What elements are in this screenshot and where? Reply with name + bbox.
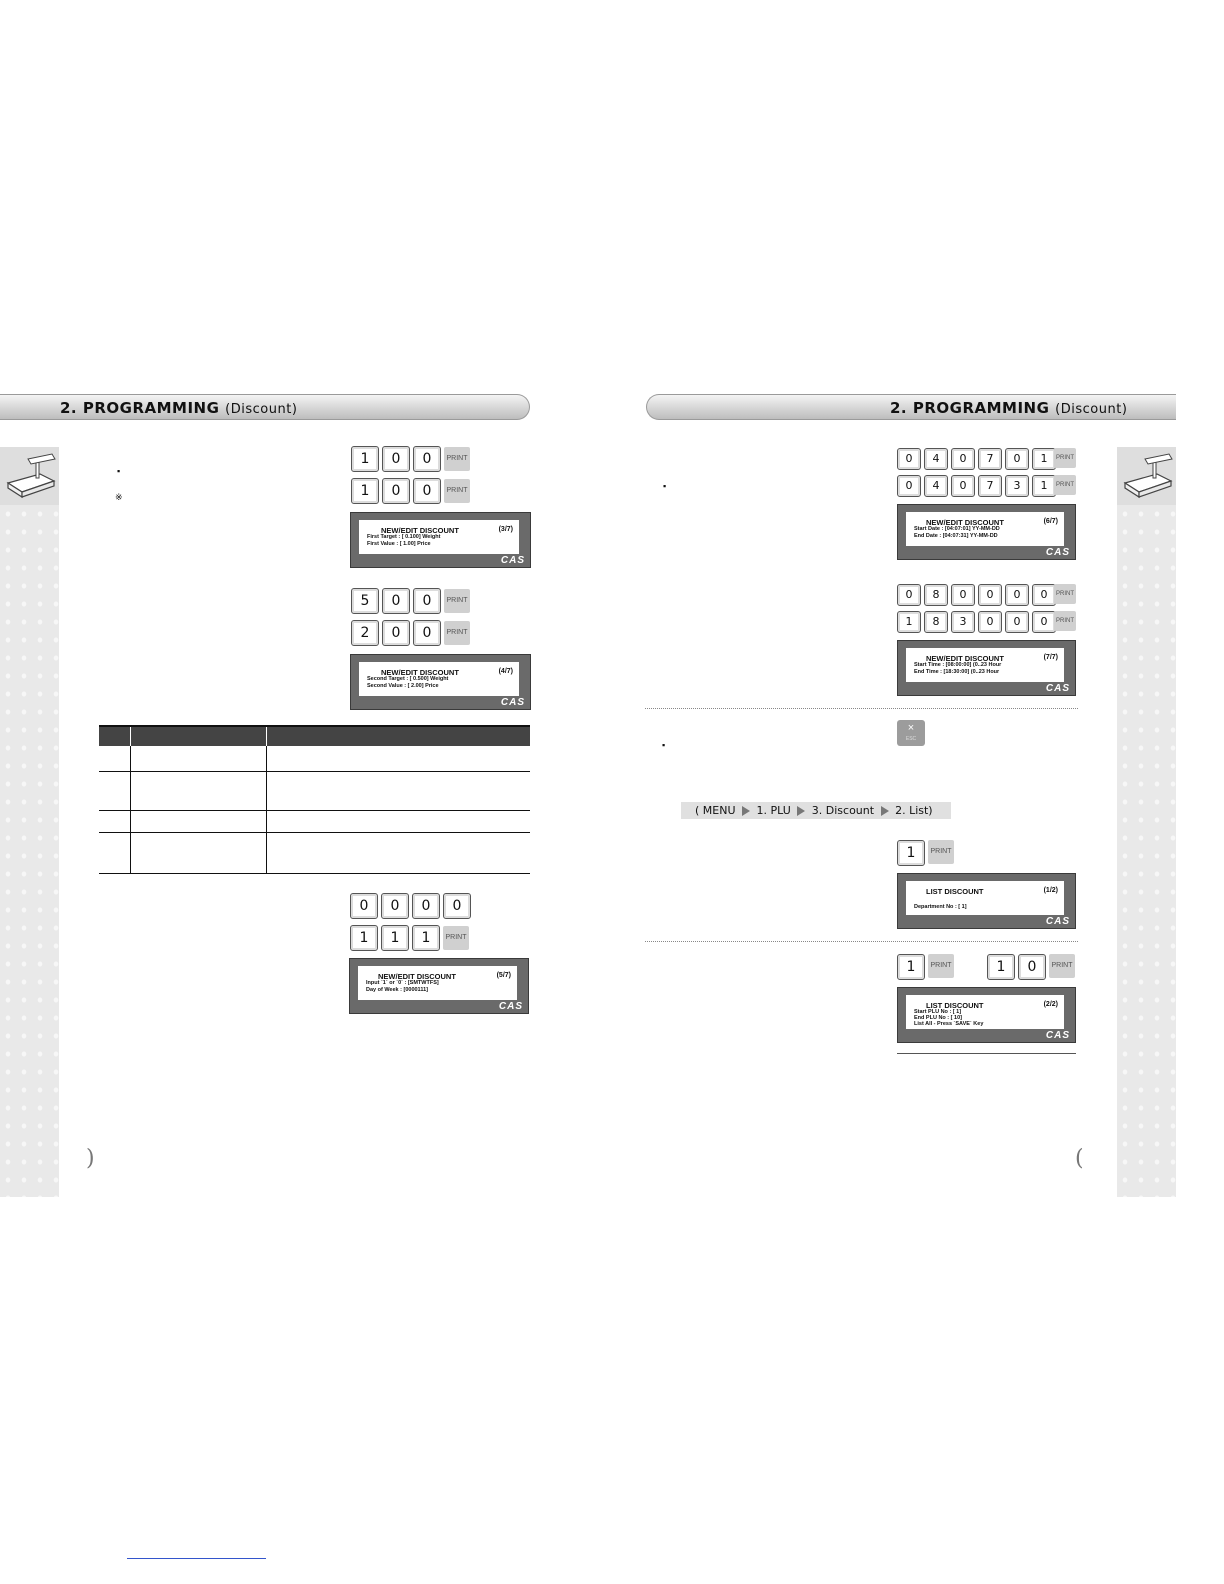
key-7[interactable]: 7: [978, 475, 1002, 497]
lcd-line: Start PLU No : [ 1]: [914, 1009, 962, 1015]
left-bullet-2: ※: [115, 492, 123, 502]
left-bullet-1: ▪: [117, 466, 121, 476]
left-decorative-strip: [0, 505, 59, 1197]
lcd-display-4-7: [350, 654, 531, 710]
print-key[interactable]: PRINT: [444, 447, 470, 471]
key-0[interactable]: 0: [978, 584, 1002, 606]
table-bottom-rule: [99, 873, 530, 874]
lcd-title: NEW/EDIT DISCOUNT: [381, 526, 459, 535]
right-bullet-2: ▪: [662, 740, 666, 750]
key-0[interactable]: 0: [951, 448, 975, 470]
right-scale-tile: [1117, 447, 1176, 505]
left-header-subtitle: (Discount): [225, 402, 298, 417]
lcd-screen: [359, 662, 519, 696]
menu-path-step: 2. List): [895, 804, 933, 817]
key-1[interactable]: 1: [987, 954, 1015, 980]
lcd-page: (6/7): [1043, 518, 1058, 525]
left-scale-tile: [0, 447, 59, 505]
key-0[interactable]: 0: [413, 588, 441, 614]
key-0[interactable]: 0: [1005, 448, 1029, 470]
lcd-display-5-7: [349, 958, 529, 1014]
key-0[interactable]: 0: [382, 446, 410, 472]
lcd-line: End PLU No : [ 10]: [914, 1015, 962, 1021]
key-1[interactable]: 1: [350, 925, 378, 951]
cas-logo: CAS: [1045, 547, 1070, 558]
lcd-page: (7/7): [1043, 654, 1058, 661]
key-0[interactable]: 0: [951, 475, 975, 497]
esc-key-label: ESC: [905, 736, 917, 742]
key-3[interactable]: 3: [1005, 475, 1029, 497]
lcd-line: Start Time : [08:00:00] (0..23 Hour: [914, 662, 1002, 668]
lcd-line: Department No : [ 1]: [914, 904, 967, 910]
print-key[interactable]: PRINT: [1054, 611, 1076, 631]
key-1[interactable]: 1: [351, 446, 379, 472]
lcd-line: Second Target : [ 0.500] Weight: [367, 676, 449, 682]
table-divider: [266, 727, 267, 746]
key-0[interactable]: 0: [1018, 954, 1046, 980]
section-divider: [645, 708, 1078, 709]
right-header-subtitle: (Discount): [1055, 402, 1128, 417]
key-0[interactable]: 0: [350, 893, 378, 919]
key-1[interactable]: 1: [381, 925, 409, 951]
lcd-title: LIST DISCOUNT: [926, 1001, 984, 1010]
lcd-display-3-7: [350, 512, 531, 568]
lcd-page: (5/7): [496, 972, 511, 979]
lcd-title: NEW/EDIT DISCOUNT: [926, 654, 1004, 663]
right-header-title-text: 2. PROGRAMMING: [890, 399, 1050, 417]
lcd-screen: [359, 520, 519, 554]
lcd-screen: [358, 966, 517, 1000]
key-1[interactable]: 1: [351, 478, 379, 504]
key-1[interactable]: 1: [1032, 475, 1056, 497]
key-7[interactable]: 7: [978, 448, 1002, 470]
key-0[interactable]: 0: [413, 446, 441, 472]
key-0[interactable]: 0: [978, 611, 1002, 633]
lcd-title: LIST DISCOUNT: [926, 887, 984, 896]
section-divider: [645, 941, 1078, 942]
scale-icon: [1117, 447, 1176, 505]
lcd-display-list-2-2: [897, 987, 1076, 1043]
key-0[interactable]: 0: [1005, 584, 1029, 606]
table-row-rule: [99, 832, 530, 833]
menu-path-step: 1. PLU: [756, 804, 791, 817]
key-8[interactable]: 8: [924, 584, 948, 606]
footnote-rule: [127, 1558, 266, 1559]
arrow-right-icon: [797, 806, 805, 816]
print-key[interactable]: PRINT: [1054, 475, 1076, 495]
cas-logo: CAS: [1045, 1030, 1070, 1041]
cas-logo: CAS: [500, 555, 525, 566]
lcd-page: (4/7): [498, 668, 513, 675]
key-5[interactable]: 5: [351, 588, 379, 614]
table-row-rule: [99, 771, 530, 772]
lcd-title: NEW/EDIT DISCOUNT: [378, 972, 456, 981]
cas-logo: CAS: [1045, 683, 1070, 694]
left-header-title-text: 2. PROGRAMMING: [60, 399, 220, 417]
cas-logo: CAS: [498, 1001, 523, 1012]
esc-key[interactable]: [897, 720, 925, 746]
print-key[interactable]: PRINT: [444, 479, 470, 503]
key-0[interactable]: 0: [412, 893, 440, 919]
key-0[interactable]: 0: [897, 584, 921, 606]
table-row-rule: [99, 810, 530, 811]
scale-icon: [0, 447, 59, 505]
lcd-line: Input `1` or `0` : [SMTWTFS]: [366, 980, 439, 986]
arrow-right-icon: [881, 806, 889, 816]
key-1[interactable]: 1: [412, 925, 440, 951]
cas-logo: CAS: [1045, 916, 1070, 927]
key-4[interactable]: 4: [924, 448, 948, 470]
lcd-line: Second Value : [ 2.00] Price: [367, 683, 439, 689]
lcd-title: NEW/EDIT DISCOUNT: [381, 668, 459, 677]
print-key[interactable]: PRINT: [928, 954, 954, 978]
key-0[interactable]: 0: [1005, 611, 1029, 633]
lcd-display-list-1-2: [897, 873, 1076, 929]
print-key[interactable]: PRINT: [928, 840, 954, 864]
lcd-line: End Time : [18:30:00] (0..23 Hour: [914, 669, 1000, 675]
close-icon: ×: [907, 722, 915, 734]
lcd-page: (3/7): [498, 526, 513, 533]
lcd-screen: [906, 881, 1064, 915]
lcd-screen: [906, 512, 1064, 546]
key-2[interactable]: 2: [351, 620, 379, 646]
lcd-page: (2/2): [1043, 1001, 1058, 1008]
key-0[interactable]: 0: [443, 893, 471, 919]
print-key[interactable]: PRINT: [444, 589, 470, 613]
left-header-banner: [0, 394, 530, 420]
key-8[interactable]: 8: [924, 611, 948, 633]
right-header-title: [890, 399, 1127, 417]
lcd-title: NEW/EDIT DISCOUNT: [926, 518, 1004, 527]
print-key[interactable]: PRINT: [1054, 584, 1076, 604]
lcd-line: First Target : [ 0.100] Weight: [367, 534, 441, 540]
right-bullet-1: ▪: [663, 481, 667, 491]
lcd-page: (1/2): [1043, 887, 1058, 894]
key-3[interactable]: 3: [951, 611, 975, 633]
section-end-rule: [897, 1053, 1076, 1054]
lcd-line: First Value : [ 1.00] Price: [367, 541, 431, 547]
key-0[interactable]: 0: [382, 588, 410, 614]
lcd-screen: [906, 648, 1064, 682]
lcd-line: List All - Press `SAVE` Key: [914, 1021, 984, 1027]
right-page-number-mark: (: [1075, 1146, 1084, 1171]
menu-path-open: ( MENU: [695, 804, 736, 817]
left-page-number-mark: ): [86, 1146, 95, 1171]
key-0[interactable]: 0: [1032, 611, 1056, 633]
key-1[interactable]: 1: [897, 954, 925, 980]
print-key[interactable]: PRINT: [443, 926, 469, 950]
menu-path: [681, 802, 951, 819]
right-header-banner: [646, 394, 1176, 420]
left-header-title: [60, 399, 297, 417]
key-0[interactable]: 0: [1032, 584, 1056, 606]
key-1[interactable]: 1: [897, 840, 925, 866]
table-header: [99, 727, 530, 746]
key-4[interactable]: 4: [924, 475, 948, 497]
key-0[interactable]: 0: [381, 893, 409, 919]
print-key[interactable]: PRINT: [1054, 448, 1076, 468]
right-decorative-strip: [1117, 505, 1176, 1197]
key-0[interactable]: 0: [382, 478, 410, 504]
key-0[interactable]: 0: [413, 620, 441, 646]
key-1[interactable]: 1: [897, 611, 921, 633]
key-0[interactable]: 0: [382, 620, 410, 646]
lcd-screen: [906, 995, 1064, 1029]
lcd-line: Start Date : [04:07:01] YY-MM-DD: [914, 526, 1000, 532]
lcd-line: Day of Week : [0000111]: [366, 987, 428, 993]
key-0[interactable]: 0: [951, 584, 975, 606]
lcd-line: End Date : [04:07:31] YY-MM-DD: [914, 533, 998, 539]
lcd-display-7-7: [897, 640, 1076, 696]
print-key[interactable]: PRINT: [1049, 954, 1075, 978]
menu-path-step: 3. Discount: [811, 804, 875, 817]
cas-logo: CAS: [500, 697, 525, 708]
key-1[interactable]: 1: [1032, 448, 1056, 470]
key-0[interactable]: 0: [413, 478, 441, 504]
print-key[interactable]: PRINT: [444, 621, 470, 645]
arrow-right-icon: [742, 806, 750, 816]
key-0[interactable]: 0: [897, 448, 921, 470]
lcd-display-6-7: [897, 504, 1076, 560]
key-0[interactable]: 0: [897, 475, 921, 497]
